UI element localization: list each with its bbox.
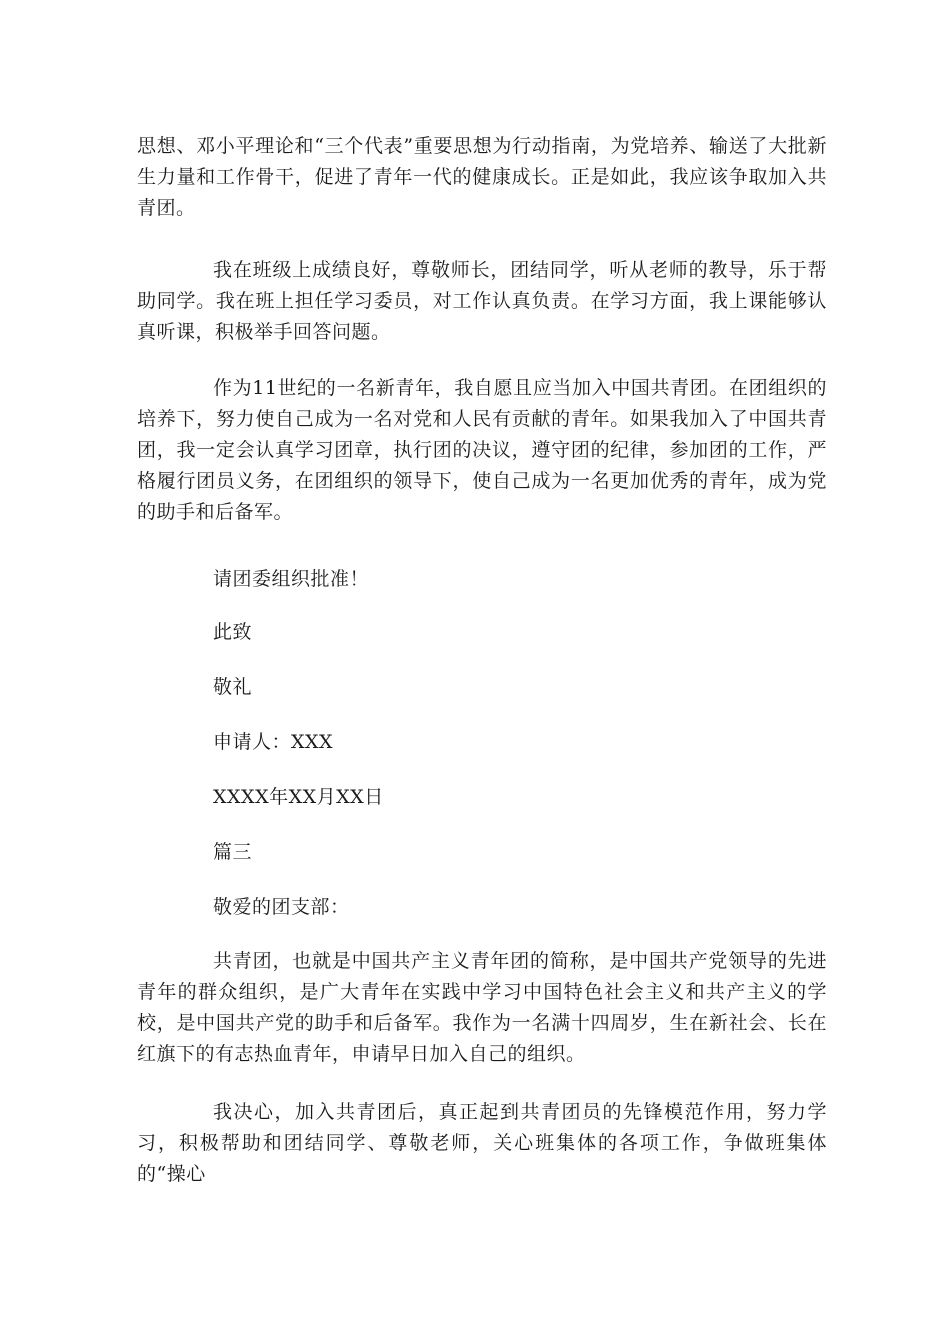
section-title: 篇三 xyxy=(213,841,253,863)
request-line: 请团委组织批准！ xyxy=(213,568,370,590)
paragraph-resolution: 我决心，加入共青团后，真正起到共青团员的先锋模范作用，努力学习，积极帮助和团结同学、尊敬老师，关心班集体的各项工作，争做班集体的“操心 xyxy=(137,1101,827,1185)
application-date: XXXX年XX月XX日 xyxy=(213,786,384,808)
paragraph-league-intro: 共青团，也就是中国共产主义青年团的简称，是中国共产党领导的先进青年的群众组织，是广大青年在实践中学习中国特色社会主义和共产主义的学校，是中国共产党的助手和后备军。我作为一名满十四周岁，生在新社会、长在红旗下的有志热血青年，申请早日加入自己的组织。 xyxy=(137,950,827,1065)
paragraph-class-performance: 我在班级上成绩良好，尊敬师长，团结同学，听从老师的教导，乐于帮助同学。我在班上担任学习委员，对工作认真负责。在学习方面，我上课能够认真听课，积极举手回答问题。 xyxy=(137,259,827,343)
paragraph-continuation: 思想、邓小平理论和“三个代表”重要思想为行动指南，为党培养、输送了大批新生力量和工作骨干，促进了青年一代的健康成长。正是如此，我应该争取加入共青团。 xyxy=(137,135,827,219)
closing-greeting: 此致 xyxy=(213,621,253,643)
applicant-signature: 申请人：XXX xyxy=(213,731,334,753)
paragraph-commitment: 作为11世纪的一名新青年，我自愿且应当加入中国共青团。在团组织的培养下，努力使自己成为一名对党和人民有贡献的青年。如果我加入了中国共青团，我一定会认真学习团章，执行团的决议，遵守团的纪律，参加团的工作，严格履行团员义务，在团组织的领导下，使自己成为一名更加优秀的青年，成为党的助手和后备军。 xyxy=(137,377,827,523)
closing-salute: 敬礼 xyxy=(213,676,253,698)
salutation: 敬爱的团支部： xyxy=(213,896,350,918)
